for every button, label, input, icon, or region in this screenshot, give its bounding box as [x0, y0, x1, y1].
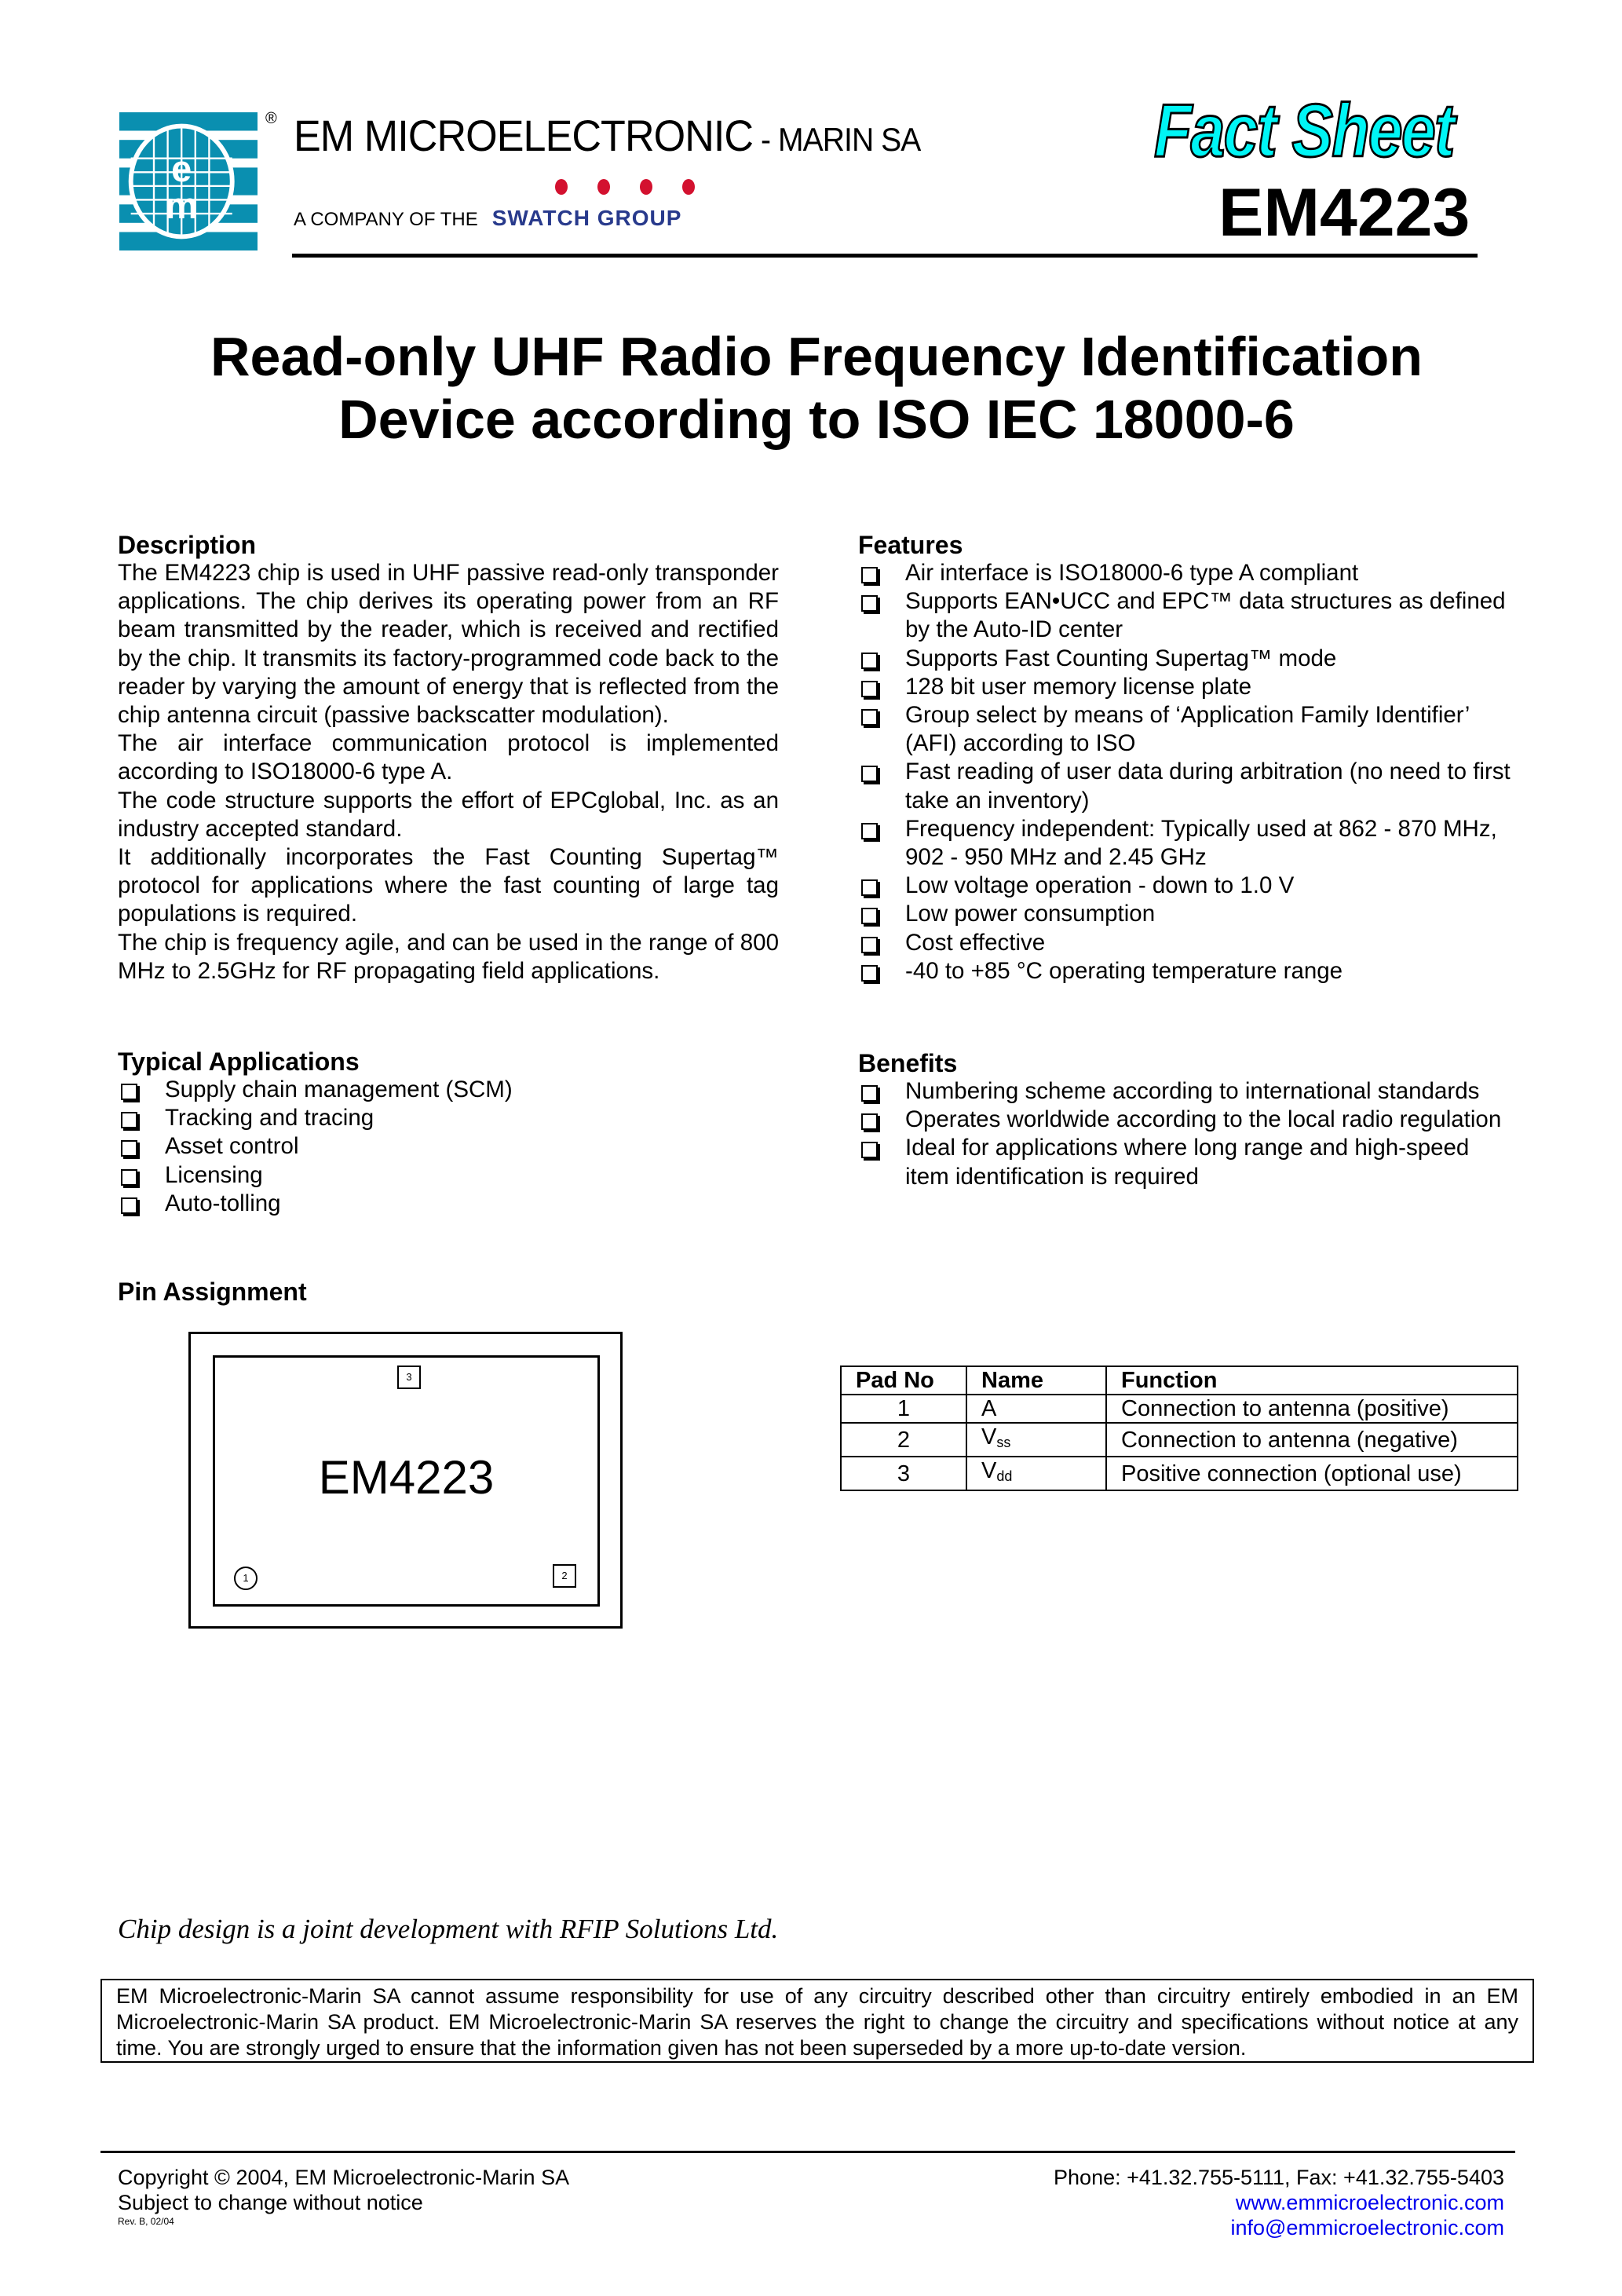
- swatch-line: [294, 206, 681, 231]
- footer-rule: [100, 2151, 1515, 2153]
- benefit-item: Operates worldwide according to the local radio regulation: [858, 1106, 1518, 1134]
- name-cell: [966, 1423, 1106, 1457]
- title-line-1: Read-only UHF Radio Frequency Identification: [210, 326, 1423, 387]
- swatch-group-logo: [492, 206, 682, 231]
- feature-item: Frequency independent: Typically used at 862 - 870 MHz, 902 - 950 MHz and 2.45 GHz: [858, 815, 1518, 872]
- subject-to-change: Subject to change without notice: [118, 2191, 423, 2214]
- copyright: Copyright © 2004, EM Microelectronic-Marin SA: [118, 2166, 570, 2189]
- joint-development-note: Chip design is a joint development with RFIP Solutions Ltd.: [118, 1914, 779, 1944]
- swatch-dots-icon: [555, 179, 695, 195]
- description-paragraph: The chip is frequency agile, and can be used in the range of 800 MHz to 2.5GHz for RF propagating field applications.: [118, 929, 779, 984]
- description-paragraph: The EM4223 chip is used in UHF passive read-only transponder applications. The chip derives its operating power from an RF beam transmitted by the reader, which is received and rectified by the chip. It transmits its factory-programmed code back to the reader by varying the amount of energy that is reflected from the chip antenna circuit (passive backscatter modulation).: [118, 560, 779, 729]
- description-paragraph: It additionally incorporates the Fast Counting Supertag™ protocol for applications where the fast counting of large tag populations is required.: [118, 844, 779, 927]
- description-heading: Description: [118, 531, 257, 559]
- feature-item: Air interface is ISO18000-6 type A compliant: [858, 559, 1518, 587]
- company-name-main: EM MICROELECTRONIC: [294, 111, 754, 160]
- application-item: Tracking and tracing: [118, 1104, 779, 1132]
- company-name-suffix: - MARIN SA: [753, 121, 921, 158]
- pad-table: [840, 1366, 1518, 1491]
- application-item: Licensing: [118, 1161, 779, 1190]
- swatch-group-text: SWATCH GROUP: [491, 206, 682, 230]
- table-header-row: [841, 1366, 1518, 1395]
- feature-item: 128 bit user memory license plate: [858, 673, 1518, 701]
- benefit-item: Numbering scheme according to international standards: [858, 1077, 1518, 1106]
- feature-item: Low power consumption: [858, 900, 1518, 928]
- description-paragraph: The air interface communication protocol is implemented according to ISO18000-6 type A.: [118, 730, 779, 785]
- header-rule: [292, 254, 1478, 258]
- chip-label: EM4223: [318, 1451, 495, 1504]
- name-subscript: ss: [996, 1435, 1011, 1450]
- benefits-heading: Benefits: [858, 1049, 958, 1077]
- name-text: A: [981, 1396, 997, 1421]
- feature-item: Supports EAN•UCC and EPC™ data structures as defined by the Auto-ID center: [858, 587, 1518, 644]
- typical-applications-heading: Typical Applications: [118, 1047, 360, 1076]
- name-text: V: [981, 1458, 997, 1483]
- benefits-section: [858, 1049, 1518, 1191]
- svg-text:m: m: [165, 185, 199, 226]
- disclaimer-box: EM Microelectronic-Marin SA cannot assume responsibility for use of any circuitry described other than circuitry entirely embodied in an EM Microelectronic-Marin SA product. EM Microelectronic-Marin SA reserves the right to change the circuitry and specifications without notice at any time. You are strongly urged to ensure that the information given has not been superseded by a more up-to-date version.: [100, 1979, 1534, 2063]
- column-header: Name: [966, 1366, 1106, 1395]
- typical-applications-section: [118, 1047, 779, 1218]
- feature-item: Group select by means of ‘Application Family Identifier’ (AFI) according to ISO: [858, 701, 1518, 758]
- pin-diagram: [188, 1332, 623, 1629]
- em-logo: [118, 112, 259, 250]
- chip-outline: [213, 1355, 600, 1607]
- function-cell: Connection to antenna (negative): [1106, 1423, 1518, 1457]
- features-heading: Features: [858, 531, 963, 559]
- table-row: [841, 1395, 1518, 1423]
- document-title: [0, 325, 1622, 451]
- pad-3: 3: [397, 1366, 421, 1389]
- column-header: Function: [1106, 1366, 1518, 1395]
- company-name: [294, 110, 920, 161]
- feature-item: Supports Fast Counting Supertag™ mode: [858, 645, 1518, 673]
- table-row: [841, 1423, 1518, 1457]
- title-line-2: Device according to ISO IEC 18000-6: [338, 389, 1295, 450]
- table-row: [841, 1457, 1518, 1490]
- registered-mark: ®: [265, 110, 277, 127]
- svg-text:e: e: [171, 148, 192, 189]
- column-header: Pad No: [841, 1366, 966, 1395]
- pad-1: 1: [234, 1567, 258, 1590]
- benefit-item: Ideal for applications where long range and high-speed item identification is required: [858, 1134, 1518, 1190]
- pad-cell: 3: [841, 1457, 966, 1490]
- phone-fax: Phone: +41.32.755-5111, Fax: +41.32.755-5403: [1054, 2166, 1504, 2189]
- feature-item: -40 to +85 °C operating temperature range: [858, 957, 1518, 985]
- name-text: V: [981, 1424, 997, 1450]
- feature-item: Low voltage operation - down to 1.0 V: [858, 872, 1518, 900]
- revision: Rev. B, 02/04: [118, 2216, 174, 2227]
- feature-item: Cost effective: [858, 929, 1518, 957]
- fact-sheet-label: Fact Sheet: [1154, 89, 1454, 173]
- pad-cell: 1: [841, 1395, 966, 1423]
- company-of-text: A COMPANY OF THE: [294, 209, 478, 230]
- part-number: EM4223: [1218, 175, 1470, 250]
- name-cell: [966, 1395, 1106, 1423]
- description-paragraph: The code structure supports the effort of EPCglobal, Inc. as an industry accepted standard.: [118, 787, 779, 842]
- features-section: [858, 531, 1518, 985]
- email-link[interactable]: info@emmicroelectronic.com: [1230, 2216, 1504, 2239]
- function-cell: Connection to antenna (positive): [1106, 1395, 1518, 1423]
- pin-assignment-heading: Pin Assignment: [118, 1278, 307, 1306]
- application-item: Supply chain management (SCM): [118, 1076, 779, 1104]
- website-link[interactable]: www.emmicroelectronic.com: [1235, 2191, 1504, 2214]
- name-cell: [966, 1457, 1106, 1490]
- function-cell: Positive connection (optional use): [1106, 1457, 1518, 1490]
- name-subscript: dd: [996, 1468, 1013, 1484]
- application-item: Asset control: [118, 1132, 779, 1161]
- pad-cell: 2: [841, 1423, 966, 1457]
- application-item: Auto-tolling: [118, 1190, 779, 1218]
- pad-2: 2: [553, 1564, 576, 1588]
- feature-item: Fast reading of user data during arbitration (no need to first take an inventory): [858, 758, 1518, 814]
- description-section: [118, 531, 779, 985]
